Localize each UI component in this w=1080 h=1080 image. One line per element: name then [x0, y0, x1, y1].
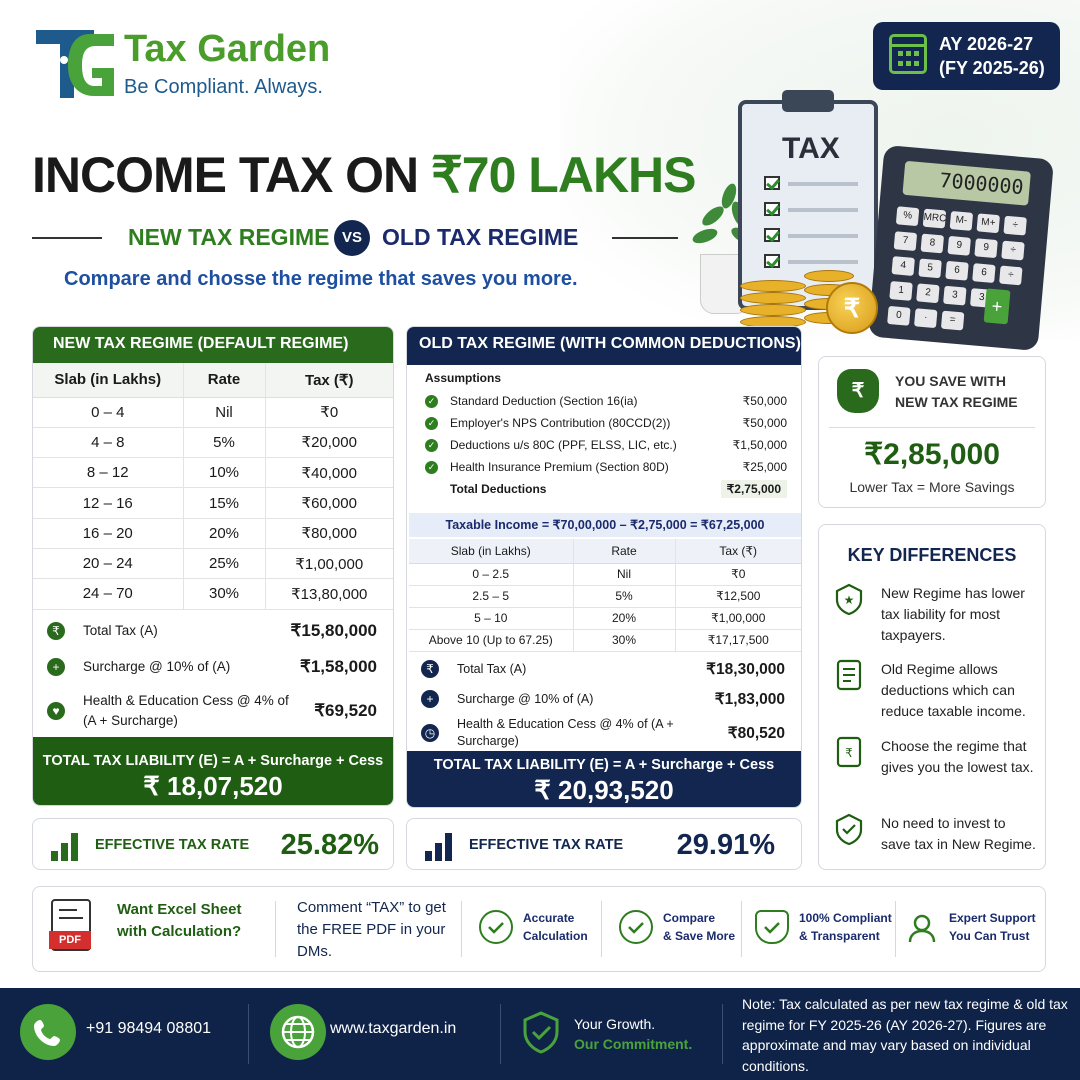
- accurate-check-icon: [479, 910, 513, 944]
- table-row: [33, 397, 393, 427]
- pdf-file-icon: [51, 899, 91, 951]
- column-header: Slab (in Lakhs): [409, 539, 573, 563]
- surcharge-amount: ₹1,83,000: [714, 690, 785, 708]
- key-difference-text: Old Regime allows deductions which can reduce taxable income.: [881, 661, 1026, 719]
- footer: [0, 988, 1080, 1080]
- cess-row: [47, 691, 377, 731]
- old-total-liability: [407, 751, 801, 807]
- assumption-row: [425, 391, 787, 411]
- feature-line1: 100% Compliant: [799, 911, 892, 925]
- table-cell: Above 10 (Up to 67.25): [409, 629, 573, 651]
- table-cell: 0 – 4: [33, 397, 183, 427]
- old-regime-table: [409, 539, 801, 652]
- compare-check-icon: [619, 910, 653, 944]
- calculator-display: 7000000: [902, 161, 1030, 206]
- feature-item: [755, 909, 892, 945]
- assumption-row: [425, 435, 787, 455]
- calculator-key: 6: [972, 263, 995, 283]
- divider-line: [32, 237, 102, 239]
- savings-note: Lower Tax = More Savings: [849, 479, 1015, 495]
- old-regime-header: OLD TAX REGIME (WITH COMMON DEDUCTIONS): [407, 327, 801, 365]
- page-subtitle: Compare and chosse the regime that saves you more.: [64, 268, 578, 290]
- liability-label: TOTAL TAX LIABILITY (E) = A + Surcharge + Cess: [42, 753, 384, 769]
- table-cell: 25%: [183, 548, 265, 578]
- calculator-key: 3: [970, 288, 993, 308]
- total-tax-row: [421, 657, 785, 681]
- regime-compare-row: [32, 220, 682, 254]
- feature-line1: Compare: [663, 911, 716, 925]
- assumption-amount: ₹1,50,000: [732, 438, 787, 452]
- assumption-amount: ₹25,000: [742, 460, 787, 474]
- calculator-key: 8: [921, 234, 944, 254]
- etr-label: EFFECTIVE TAX RATE: [95, 837, 250, 853]
- brand-name: Tax Garden: [124, 28, 331, 70]
- title-prefix: INCOME TAX ON: [32, 147, 431, 203]
- table-cell: 30%: [183, 579, 265, 609]
- feature-item: [479, 909, 588, 945]
- calculator-key: =: [941, 311, 964, 331]
- divider: [461, 901, 462, 957]
- surcharge-label: Surcharge @ 10% of (A): [457, 692, 594, 706]
- invoice-icon: [835, 736, 863, 768]
- etr-value: 29.91%: [676, 829, 775, 861]
- feature-item: [619, 909, 735, 945]
- feature-line2: & Save More: [663, 929, 736, 943]
- table-cell: ₹80,000: [265, 518, 393, 548]
- new-regime-panel: [32, 326, 394, 806]
- svg-text:★: ★: [843, 593, 855, 607]
- phone-number[interactable]: +91 98494 08801: [86, 1020, 212, 1037]
- key-difference-item: [835, 583, 1037, 646]
- website-link[interactable]: www.taxgarden.in: [330, 1020, 457, 1037]
- feature-line2: Calculation: [523, 929, 588, 943]
- table-cell: Nil: [573, 563, 675, 585]
- calculator-key: 4: [891, 256, 914, 276]
- assumption-label: Health Insurance Premium (Section 80D): [450, 460, 669, 474]
- total-tax-row: [47, 619, 377, 643]
- liability-amount: ₹ 20,93,520: [534, 775, 674, 805]
- column-header: Slab (in Lakhs): [33, 363, 183, 397]
- document-icon: [835, 659, 863, 691]
- assumption-label: Deductions u/s 80C (PPF, ELSS, LIC, etc.): [450, 438, 677, 452]
- savings-amount: ₹2,85,000: [864, 438, 1000, 471]
- old-regime-label: OLD TAX REGIME: [382, 224, 579, 250]
- plus-icon: +: [421, 690, 439, 708]
- table-cell: 30%: [573, 629, 675, 651]
- divider: [500, 1004, 501, 1064]
- table-cell: ₹1,00,000: [265, 548, 393, 578]
- calculator-key: MRC: [923, 209, 946, 229]
- surcharge-row: [47, 655, 377, 679]
- stopwatch-icon: ◷: [421, 724, 439, 742]
- column-header: Rate: [183, 363, 265, 397]
- pdf-label: PDF: [49, 931, 91, 949]
- table-cell: 20 – 24: [33, 548, 183, 578]
- svg-text:₹: ₹: [845, 746, 853, 760]
- calculator-key: 5: [918, 258, 941, 278]
- excel-offer-text: Want Excel Sheet with Calculation?: [117, 901, 242, 940]
- table-cell: 5%: [573, 585, 675, 607]
- column-header: Tax (₹): [265, 363, 393, 397]
- divider: [275, 901, 276, 957]
- assumption-row: [425, 457, 787, 477]
- calculator-plus-key: +: [984, 288, 1011, 324]
- divider: [895, 901, 896, 957]
- etr-value: 25.82%: [280, 829, 379, 861]
- cess-row: [421, 715, 785, 751]
- liability-amount: ₹ 18,07,520: [143, 771, 283, 801]
- table-cell: ₹40,000: [265, 458, 393, 488]
- table-cell: 2.5 – 5: [409, 585, 573, 607]
- calculator-key: ÷: [1003, 216, 1026, 236]
- feature-line2: & Transparent: [799, 929, 880, 943]
- shield-icon: ♥: [47, 702, 65, 720]
- table-row: [33, 427, 393, 457]
- calculator-key: 6: [945, 261, 968, 281]
- calculator-key: 2: [916, 283, 939, 303]
- assessment-year: AY 2026-27: [939, 34, 1034, 54]
- cess-amount: ₹80,520: [727, 724, 785, 742]
- coin-stack-icon: [804, 270, 854, 282]
- column-header: Rate: [573, 539, 675, 563]
- new-regime-label: NEW TAX REGIME: [128, 224, 330, 250]
- support-agent-icon: [905, 910, 939, 944]
- comment-instruction-text: Comment “TAX” to get the FREE PDF in your DMs.: [297, 899, 446, 960]
- table-cell: 12 – 16: [33, 488, 183, 518]
- rupee-coin-icon: ₹: [826, 282, 878, 334]
- growth-line1: Your Growth.: [574, 1016, 656, 1032]
- table-row: [409, 607, 801, 629]
- cess-amount: ₹69,520: [314, 701, 377, 720]
- assumption-label: Employer's NPS Contribution (80CCD(2)): [450, 416, 671, 430]
- key-difference-text: New Regime has lower tax liability for most taxpayers.: [881, 585, 1025, 643]
- liability-label: TOTAL TAX LIABILITY (E) = A + Surcharge + Cess: [433, 757, 775, 773]
- old-regime-panel: [406, 326, 802, 808]
- shield-check-icon: [522, 1010, 560, 1054]
- table-cell: Nil: [183, 397, 265, 427]
- page-title: [32, 146, 696, 204]
- coin-stack-icon: [740, 280, 806, 292]
- globe-icon: [270, 1004, 326, 1060]
- coin-stack-icon: [740, 292, 806, 304]
- calculator-key: M-: [950, 211, 973, 231]
- table-cell: ₹60,000: [265, 488, 393, 518]
- new-total-liability: [33, 737, 393, 805]
- new-regime-header: NEW TAX REGIME (DEFAULT REGIME): [33, 327, 393, 363]
- total-tax-label: Total Tax (A): [457, 662, 527, 676]
- feature-line1: Expert Support: [949, 911, 1036, 925]
- star-shield-icon: [835, 583, 863, 615]
- calculator-key: ÷: [999, 266, 1022, 286]
- brand-logo: [34, 20, 454, 110]
- feature-line1: Accurate: [523, 911, 575, 925]
- divider: [741, 901, 742, 957]
- calculator-key: 1: [889, 281, 912, 301]
- table-row: [409, 629, 801, 651]
- compliance-shield-icon: [755, 910, 789, 944]
- money-bag-icon: ₹: [837, 369, 879, 413]
- key-difference-item: [835, 736, 1037, 778]
- table-cell: 20%: [573, 607, 675, 629]
- table-cell: ₹20,000: [265, 427, 393, 457]
- assumption-amount: ₹50,000: [742, 394, 787, 408]
- total-deductions-label: Total Deductions: [450, 482, 547, 496]
- check-circle-icon: ✓: [425, 439, 438, 452]
- coin-stack-icon: [740, 304, 806, 316]
- table-cell: 0 – 2.5: [409, 563, 573, 585]
- assumption-label: Standard Deduction (Section 16(ia): [450, 394, 638, 408]
- check-circle-icon: ✓: [425, 461, 438, 474]
- plus-icon: +: [47, 658, 65, 676]
- table-cell: ₹0: [675, 563, 801, 585]
- table-cell: 5 – 10: [409, 607, 573, 629]
- divider: [601, 901, 602, 957]
- divider: [248, 1004, 249, 1064]
- table-row: [409, 585, 801, 607]
- old-effective-tax-rate: [406, 818, 802, 870]
- surcharge-amount: ₹1,58,000: [300, 657, 377, 676]
- bar-chart-icon: [425, 831, 453, 861]
- cess-label: Health & Education Cess @ 4% of (A + Surcharge): [83, 693, 289, 728]
- feature-line2: You Can Trust: [949, 929, 1030, 943]
- calculator-key: 9: [974, 238, 997, 258]
- key-differences-title: KEY DIFFERENCES: [847, 545, 1017, 565]
- financial-year: (FY 2025-26): [939, 58, 1045, 78]
- table-cell: ₹17,17,500: [675, 629, 801, 651]
- table-row: [409, 563, 801, 585]
- key-difference-item: [835, 659, 1037, 722]
- calculator-key: ÷: [1001, 241, 1024, 261]
- calculator-key: 7: [894, 231, 917, 251]
- table-cell: 10%: [183, 458, 265, 488]
- check-circle-icon: ✓: [425, 395, 438, 408]
- bar-chart-icon: [51, 831, 79, 861]
- vs-badge: VS: [334, 220, 370, 256]
- table-row: [33, 488, 393, 518]
- cta-strip: [32, 886, 1046, 972]
- table-cell: 15%: [183, 488, 265, 518]
- title-amount: ₹70 LAKHS: [430, 147, 696, 203]
- check-shield-icon: [835, 813, 863, 845]
- key-difference-text: Choose the regime that gives you the lowest tax.: [881, 738, 1034, 775]
- table-cell: ₹12,500: [675, 585, 801, 607]
- assessment-year-badge: [873, 22, 1060, 90]
- total-deductions-row: [425, 479, 787, 499]
- calculator-key: 0: [887, 306, 910, 326]
- table-row: [33, 458, 393, 488]
- total-tax-amount: ₹15,80,000: [290, 621, 377, 640]
- calculator-key: M+: [977, 213, 1000, 233]
- taxable-income-line: Taxable Income = ₹70,00,000 – ₹2,75,000 = ₹67,25,000: [409, 513, 801, 537]
- total-tax-label: Total Tax (A): [83, 623, 158, 638]
- calculator-key: ·: [914, 308, 937, 328]
- calendar-icon: [889, 34, 927, 74]
- table-cell: 16 – 20: [33, 518, 183, 548]
- savings-card: [818, 356, 1046, 508]
- calculator-key: 3: [943, 286, 966, 306]
- check-circle-icon: ✓: [425, 417, 438, 430]
- assumption-amount: ₹50,000: [742, 416, 787, 430]
- table-row: [33, 579, 393, 609]
- savings-title-line2: NEW TAX REGIME: [895, 394, 1018, 410]
- divider: [722, 1004, 723, 1064]
- table-row: [33, 548, 393, 578]
- column-header: Tax (₹): [675, 539, 801, 563]
- rupee-badge-icon: ₹: [421, 660, 439, 678]
- table-cell: ₹0: [265, 397, 393, 427]
- new-regime-table: [33, 363, 393, 610]
- divider-line: [612, 237, 678, 239]
- table-cell: 8 – 12: [33, 458, 183, 488]
- table-cell: ₹13,80,000: [265, 579, 393, 609]
- table-cell: 20%: [183, 518, 265, 548]
- savings-title-line1: YOU SAVE WITH: [895, 373, 1006, 389]
- tg-logo-icon: [34, 24, 118, 100]
- calculator-key: %: [896, 206, 919, 226]
- total-tax-amount: ₹18,30,000: [706, 660, 785, 678]
- calculator-icon: [868, 145, 1054, 351]
- feature-item: [905, 909, 1036, 945]
- surcharge-row: [421, 687, 785, 711]
- key-differences-card: [818, 524, 1046, 870]
- growth-line2: Our Commitment.: [574, 1036, 693, 1052]
- assumptions-title: Assumptions: [425, 371, 502, 385]
- etr-label: EFFECTIVE TAX RATE: [469, 837, 624, 853]
- new-effective-tax-rate: [32, 818, 394, 870]
- divider: [829, 427, 1035, 428]
- phone-icon: [20, 1004, 76, 1060]
- calculator-key: 9: [947, 236, 970, 256]
- disclaimer-note: Note: Tax calculated as per new tax regime & old tax regime for FY 2025-26 (AY 2026-27). Figures are approximate and may vary based on individual conditions.: [742, 996, 1068, 1074]
- assumption-row: [425, 413, 787, 433]
- clipboard-text: TAX: [782, 132, 840, 165]
- key-difference-text: No need to invest to save tax in New Regime.: [881, 815, 1036, 852]
- table-row: [33, 518, 393, 548]
- key-difference-item: [835, 813, 1037, 855]
- table-cell: 24 – 70: [33, 579, 183, 609]
- total-deductions-amount: ₹2,75,000: [721, 480, 787, 498]
- table-cell: 5%: [183, 427, 265, 457]
- table-cell: ₹1,00,000: [675, 607, 801, 629]
- cess-label: Health & Education Cess @ 4% of (A + Surcharge): [457, 717, 674, 748]
- table-cell: 4 – 8: [33, 427, 183, 457]
- rupee-badge-icon: ₹: [47, 622, 65, 640]
- brand-tagline: Be Compliant. Always.: [124, 76, 323, 98]
- surcharge-label: Surcharge @ 10% of (A): [83, 659, 231, 674]
